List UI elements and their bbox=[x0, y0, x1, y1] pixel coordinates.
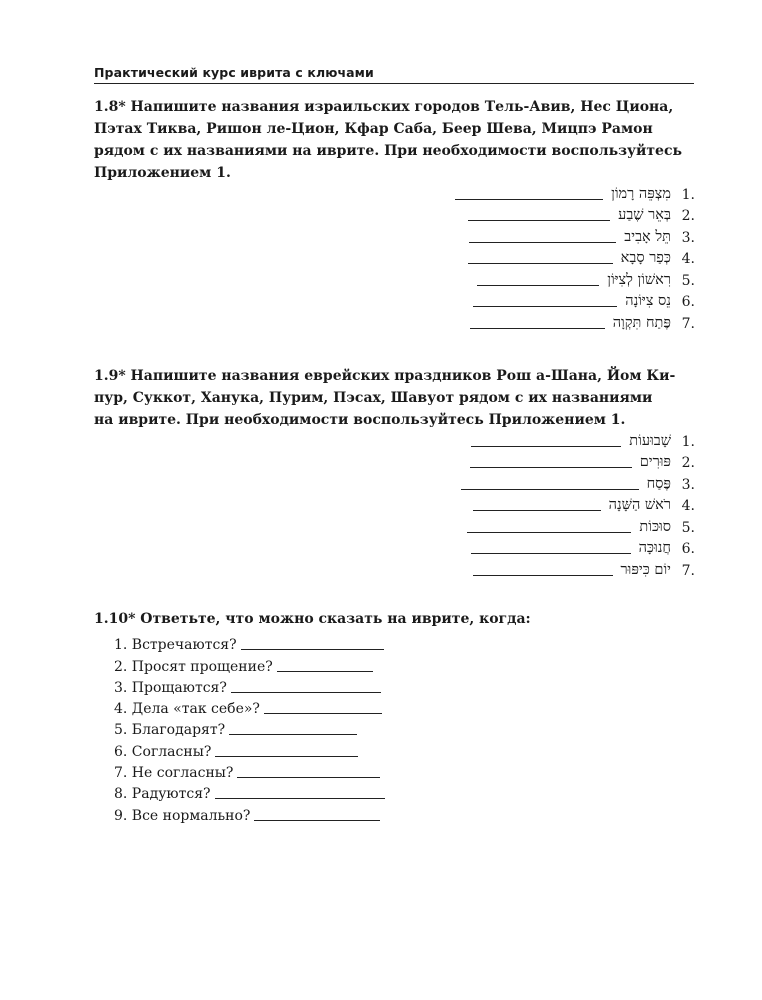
question-text: 8. Радуются? bbox=[114, 786, 211, 803]
list-item bbox=[114, 802, 385, 823]
item-number: 7. bbox=[681, 562, 695, 579]
item-number: 3. bbox=[681, 229, 695, 246]
question-text: 7. Не согласны? bbox=[114, 765, 234, 782]
question-text: 4. Дела «так себе»? bbox=[114, 701, 260, 718]
hebrew-word: מִצְפֵּה רָמוֹן bbox=[611, 185, 671, 202]
item-number: 7. bbox=[681, 315, 695, 332]
answer-blank[interactable] bbox=[473, 291, 617, 307]
exercise-1-8-title-line: Пэтах Тиква, Ришон ле-Цион, Кфар Саба, Беер Шева, Мицпэ Рамон bbox=[94, 121, 653, 137]
answer-blank[interactable] bbox=[229, 719, 357, 735]
hebrew-word: בְּאֵר שֶׁבַע bbox=[618, 207, 671, 223]
item-number: 5. bbox=[681, 272, 695, 289]
list-item bbox=[300, 267, 695, 289]
list-item bbox=[300, 493, 695, 515]
exercise-1-8-title bbox=[94, 96, 694, 184]
list-item bbox=[114, 632, 385, 653]
answer-blank[interactable] bbox=[215, 741, 358, 757]
exercise-1-9-holiday-list bbox=[300, 428, 695, 579]
answer-blank[interactable] bbox=[468, 205, 610, 221]
exercise-1-9-title-line: пур, Суккот, Ханука, Пурим, Пэсах, Шавуот рядом с их названиями bbox=[94, 390, 653, 406]
list-item bbox=[300, 471, 695, 493]
question-text: 3. Прощаются? bbox=[114, 679, 227, 696]
answer-blank[interactable] bbox=[254, 805, 380, 821]
exercise-1-8-title-line: рядом с их названиями на иврите. При необходимости воспользуйтесь bbox=[94, 143, 682, 159]
running-header: Практический курс иврита с ключами bbox=[94, 65, 374, 80]
list-item bbox=[300, 428, 695, 450]
item-number: 1. bbox=[681, 186, 695, 203]
exercise-1-10-title bbox=[94, 608, 694, 630]
answer-blank[interactable] bbox=[473, 495, 601, 511]
list-item bbox=[300, 181, 695, 203]
header-rule bbox=[94, 83, 694, 84]
item-number: 4. bbox=[681, 498, 695, 514]
exercise-1-8-title-line: Приложением 1. bbox=[94, 165, 231, 181]
hebrew-word: יוֹם כִּיפּוּר bbox=[620, 561, 671, 578]
answer-blank[interactable] bbox=[231, 677, 381, 693]
item-number: 3. bbox=[681, 476, 695, 493]
exercise-1-9-title bbox=[94, 365, 694, 431]
hebrew-word: תֵּל אָבִיב bbox=[624, 228, 671, 245]
exercise-1-8-title-line: 1.8* Напишите названия израильских городов Тель-Авив, Нес Циона, bbox=[94, 99, 674, 115]
list-item bbox=[300, 289, 695, 311]
hebrew-word: סוּכּוֹת bbox=[639, 518, 671, 535]
item-number: 4. bbox=[681, 251, 695, 267]
list-item bbox=[114, 760, 385, 781]
list-item bbox=[300, 246, 695, 268]
answer-blank[interactable] bbox=[473, 560, 613, 576]
hebrew-word: נֵס צִיּוֹנָה bbox=[625, 293, 671, 309]
answer-blank[interactable] bbox=[264, 698, 382, 714]
list-item bbox=[300, 203, 695, 225]
question-text: 2. Просят прощение? bbox=[114, 658, 273, 675]
answer-blank[interactable] bbox=[468, 248, 613, 264]
answer-blank[interactable] bbox=[471, 431, 621, 447]
question-text: 6. Согласны? bbox=[114, 743, 212, 760]
answer-blank[interactable] bbox=[215, 783, 385, 799]
list-item bbox=[114, 781, 385, 802]
list-item bbox=[300, 224, 695, 246]
item-number: 6. bbox=[681, 541, 695, 557]
item-number: 2. bbox=[681, 455, 695, 471]
item-number: 6. bbox=[681, 294, 695, 310]
list-item bbox=[300, 536, 695, 558]
exercise-1-9-title-line: 1.9* Напишите названия еврейских праздников Рош а-Шана, Йом Ки- bbox=[94, 368, 676, 384]
exercise-1-10-title-line: 1.10* Ответьте, что можно сказать на иврите, когда: bbox=[94, 611, 531, 627]
list-item bbox=[300, 310, 695, 332]
hebrew-word: רִאשׁוֹן לְצִיּוֹן bbox=[607, 271, 671, 288]
answer-blank[interactable] bbox=[467, 517, 631, 533]
list-item bbox=[114, 675, 385, 696]
answer-blank[interactable] bbox=[277, 656, 373, 672]
answer-blank[interactable] bbox=[461, 474, 639, 490]
hebrew-word: פּוּרִים bbox=[639, 454, 671, 470]
answer-blank[interactable] bbox=[470, 452, 632, 468]
list-item bbox=[300, 514, 695, 536]
question-text: 1. Встречаются? bbox=[114, 637, 237, 654]
list-item bbox=[300, 557, 695, 579]
exercise-1-8-city-list bbox=[300, 181, 695, 332]
answer-blank[interactable] bbox=[455, 184, 603, 200]
hebrew-word: פֶּסַח bbox=[646, 475, 671, 492]
exercise-1-9-title-line: на иврите. При необходимости воспользуйтесь Приложением 1. bbox=[94, 412, 626, 428]
list-item bbox=[300, 450, 695, 472]
list-item bbox=[114, 738, 385, 759]
item-number: 5. bbox=[681, 519, 695, 536]
hebrew-word: כְּפַר סָבָא bbox=[620, 250, 671, 266]
list-item bbox=[114, 653, 385, 674]
answer-blank[interactable] bbox=[237, 762, 380, 778]
list-item bbox=[114, 717, 385, 738]
answer-blank[interactable] bbox=[470, 313, 605, 329]
answer-blank[interactable] bbox=[471, 538, 631, 554]
hebrew-word: שָׁבוּעוֹת bbox=[629, 432, 671, 449]
hebrew-word: פֶּתַח תִּקְוָה bbox=[612, 314, 671, 331]
hebrew-word: חֲנוּכָּה bbox=[638, 540, 671, 556]
list-item bbox=[114, 696, 385, 717]
exercise-1-10-question-list bbox=[114, 632, 385, 824]
hebrew-word: רֹאשׁ הַשָּׁנָה bbox=[608, 497, 671, 513]
question-text: 5. Благодарят? bbox=[114, 722, 226, 739]
item-number: 2. bbox=[681, 208, 695, 224]
answer-blank[interactable] bbox=[477, 270, 599, 286]
answer-blank[interactable] bbox=[241, 634, 384, 650]
item-number: 1. bbox=[681, 433, 695, 450]
question-text: 9. Все нормально? bbox=[114, 807, 251, 824]
answer-blank[interactable] bbox=[469, 227, 616, 243]
